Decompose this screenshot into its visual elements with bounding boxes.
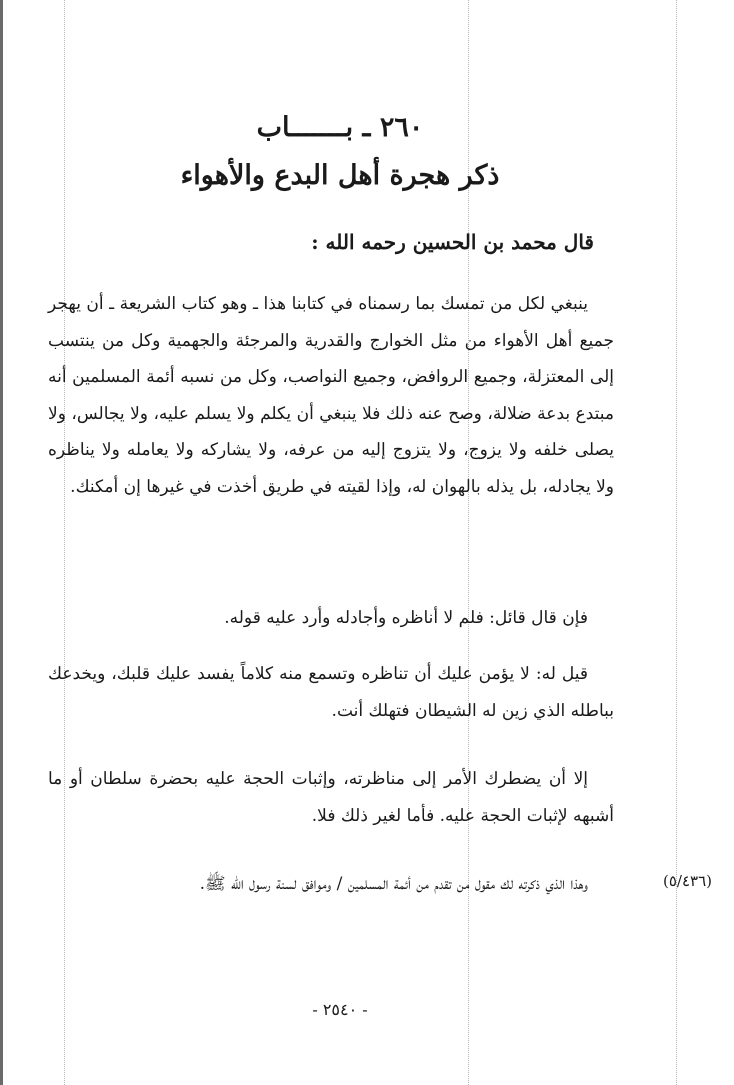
paragraph: فإن قال قائل: فلم لا أناظره وأجادله وأرد عليه قوله. [224,608,588,628]
chapter-title: ٢٦٠ ـ بـــــــاب [256,112,424,143]
chapter-heading: ذكر هجرة أهل البدع والأهواء [180,160,500,191]
scan-edge [0,0,3,1085]
intro-line: قال محمد بن الحسين رحمه الله : [311,230,594,254]
scan-guide-line [676,0,677,1085]
paragraph: إلا أن يضطرك الأمر إلى مناظرته، وإثبات الحجة عليه بحضرة سلطان أو ما أشبهه لإثبات الحجة عليه. فأما لغير ذلك فلا. [48,769,614,826]
page-number: - ٢٥٤٠ - [312,1000,368,1019]
paragraph: قيل له: لا يؤمن عليك أن تناظره وتسمع منه كلاماً يفسد عليك قلبك، ويخدعك بباطله الذي زين له الشيطان فتهلك أنت. [48,664,614,721]
margin-reference: (٥/٤٣٦) [663,872,712,890]
paragraph: ينبغي لكل من تمسك بما رسمناه في كتابنا هذا ـ وهو كتاب الشريعة ـ أن يهجر جميع أهل الأهواء من مثل الخوارج والقدرية والمرجئة والجهمية وكل من ينتسب إلى المعتزلة، وجميع الروافض، وجميع النواصب، وكل من نسبه أئمة المسلمين أنه مبتدع بدعة ضلالة، وصح عنه ذلك فلا ينبغي أن يكلم ولا يسلم عليه، ولا يجالس، ولا يصلى خلفه ولا يزوج، ولا يتزوج إليه من عرفه، ولا يشاركه ولا يعامله ولا يناظره ولا يجادله، بل يذله بالهوان له، وإذا لقيته في طريق أخذت في غيرها إن أمكنك. [48,294,614,497]
paragraph: وهذا الذي ذكرته لك مقول من تقدم من أئمة المسلمين / وموافق لسنة رسول الله ﷺ. [199,874,588,894]
scan-guide-line [64,0,65,1085]
